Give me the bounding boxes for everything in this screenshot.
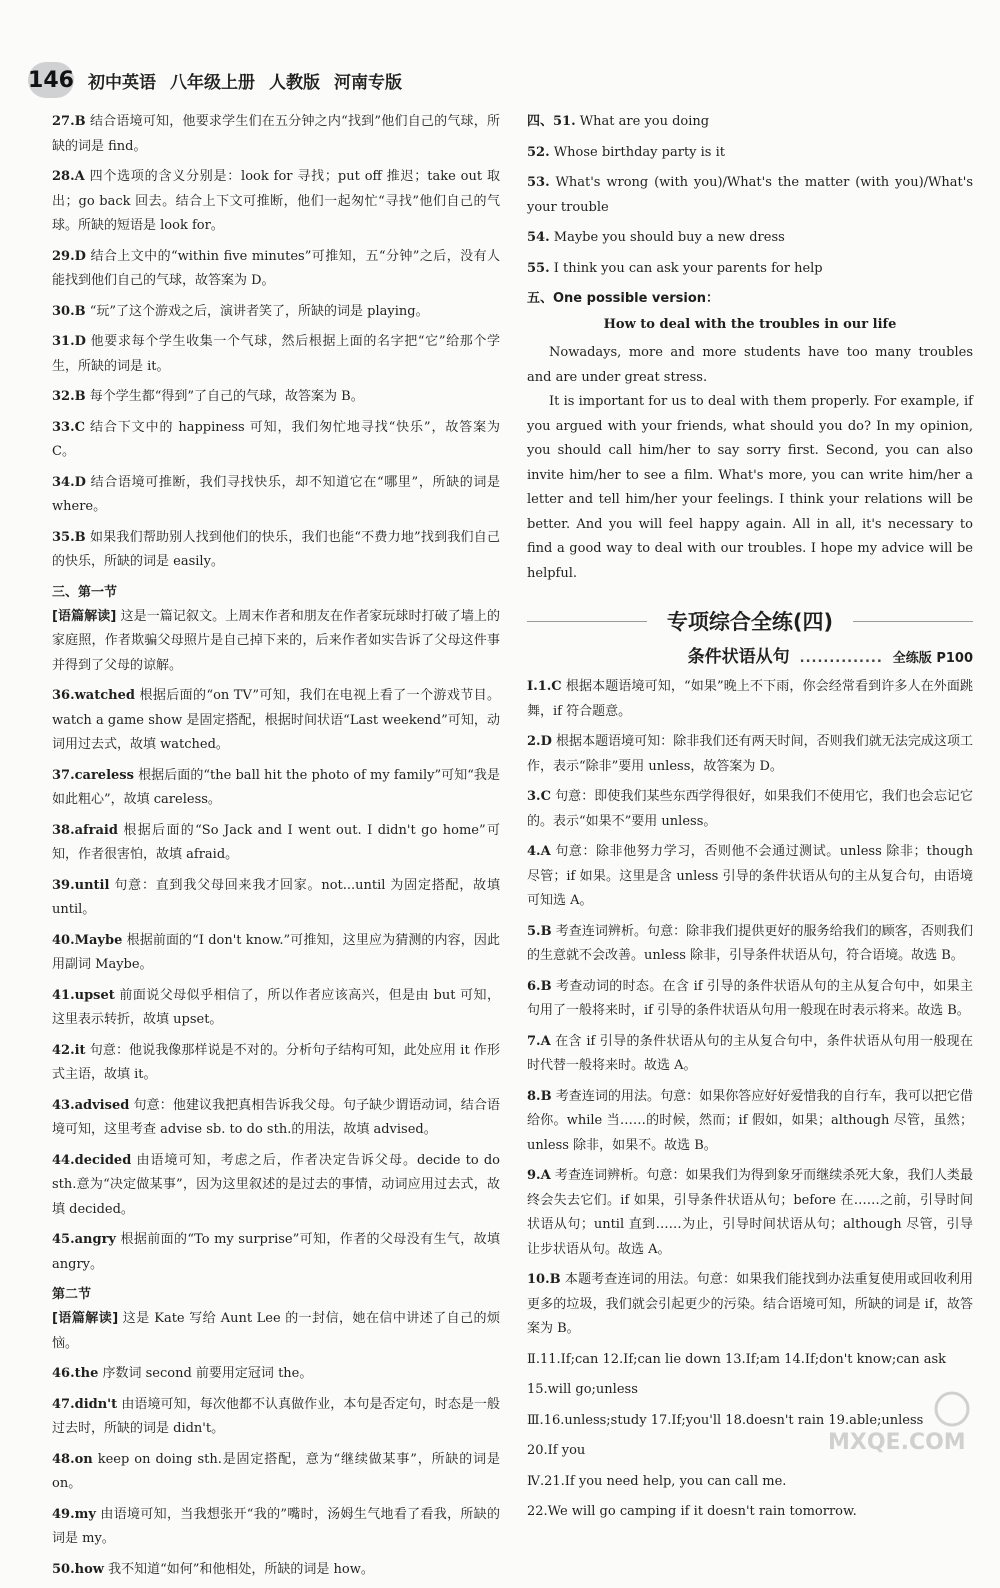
answer-item — [52, 416, 500, 465]
answer-explanation: Whose birthday party is it — [553, 144, 725, 160]
answer-item — [527, 975, 973, 1024]
book-title: 初中英语 — [88, 72, 156, 93]
section-title: 第二节 — [52, 1287, 92, 1302]
answer-number: 36.watched — [52, 688, 135, 703]
answer-explanation: 四个选项的含义分别是：look for 寻找；put off 推迟；take out 取出；go back 回去。结合上下文可推断，他们一起匆忙“寻找”他们自己的气球。所缺的短语是 look for。 — [52, 169, 500, 233]
answer-item — [527, 785, 973, 834]
answer-explanation: 根据本题语境可知：除非我们还有两天时间，否则我们就无法完成这项工作，表示“除非”要用 unless，故答案为 D。 — [527, 734, 973, 774]
answer-item — [527, 141, 973, 166]
section-title: 五、One possible version： — [527, 291, 720, 306]
answer-item — [52, 819, 500, 868]
watermark-logo — [824, 1387, 974, 1457]
answer-number: 2.D — [527, 734, 552, 749]
answer-item — [52, 165, 500, 239]
answer-item — [527, 840, 973, 914]
answer-item — [52, 385, 500, 410]
answer-number: 37.careless — [52, 767, 134, 783]
answer-item — [527, 1085, 973, 1159]
answer-item — [52, 526, 500, 575]
answer-item — [527, 730, 973, 779]
answer-item — [52, 245, 500, 294]
answer-explanation: 序数词 second 前要用定冠词 the。 — [102, 1366, 313, 1381]
answer-number: 38.afraid — [52, 822, 118, 838]
answer-item — [52, 1448, 500, 1497]
answer-explanation: 句意：除非他努力学习，否则他不会通过测试。unless 除非；though 尽管；if 如果。这里是含 unless 引导的条件状语从句的主从复合句，由语境可知选 A。 — [527, 844, 974, 908]
answer-number: 7.A — [527, 1033, 551, 1049]
section-banner: 专项综合全练(四) — [527, 606, 973, 636]
answer-item — [52, 330, 500, 379]
answer-number: 44.decided — [52, 1152, 132, 1168]
analysis-text: 这是 Kate 写给 Aunt Lee 的一封信，她在信中讲述了自己的烦恼。 — [52, 1311, 501, 1351]
answer-explanation: 考查连词辨析。句意：如果我们为得到象牙而继续杀死大象，我们人类最终会失去它们。if 如果，引导条件状语从句；before 在……之前，引导时间状语从句；until 直到……为止，引导时间状语从句；although 尽管，引导让步状语从句。故选 A。 — [527, 1168, 973, 1257]
answer-explanation: 结合语境可知，他要求学生们在五分钟之内“找到”他们自己的气球，所缺的词是 find。 — [52, 114, 500, 154]
answer-explanation: 句意：即使我们某些东西学得很好，如果我们不使用它，我们也会忘记它的。表示“如果不”要用 unless。 — [527, 789, 973, 829]
answer-item — [52, 1362, 500, 1387]
analysis-tag: [语篇解读] — [52, 608, 117, 624]
answer-explanation: What's wrong (with you)/What's the matter (with you)/What's your trouble — [527, 175, 973, 215]
answer-number: Ⅰ.1.C — [527, 679, 562, 694]
topic-name: 条件状语从句 — [687, 647, 790, 667]
answer-number: 34.D — [52, 474, 86, 490]
answer-number: 3.C — [527, 789, 551, 804]
answer-explanation: 前面说父母似乎相信了，所以作者应该高兴，但是由 but 可知，这里表示转折，故填 upset。 — [52, 987, 500, 1027]
section-title: 三、第一节 — [52, 584, 118, 600]
answer-explanation: 由语境可知，每次他都不认真做作业，本句是否定句，时态是一般过去时，所缺的词是 didn't。 — [52, 1396, 500, 1436]
answer-line: 20.If you — [527, 1443, 586, 1458]
answer-number: 54. — [527, 230, 550, 245]
answer-explanation: 结合下文中的 happiness 可知，我们匆忙地寻找“快乐”，故答案为 C。 — [52, 419, 501, 459]
answer-item — [52, 1503, 500, 1552]
essay-title: How to deal with the troubles in our life — [603, 317, 897, 332]
answer-number: 52. — [527, 144, 550, 160]
answer-line: 22.We will go camping if it doesn't rain tomorrow. — [527, 1504, 857, 1519]
answer-item — [52, 984, 500, 1033]
analysis-text: 这是一篇记叙文。上周末作者和朋友在作者家玩球时打破了墙上的家庭照，作者欺骗父母照片是自己掉下来的，后来作者如实告诉了父母这件事并得到了父母的谅解。 — [52, 608, 500, 673]
passage-analysis — [52, 1307, 500, 1356]
answer-explanation: 根据本题语境可知，“如果”晚上不下雨，你会经常看到许多人在外面跳舞，if 符合题意。 — [527, 679, 974, 719]
answer-item — [527, 1164, 973, 1262]
answer-number: 55. — [527, 260, 550, 276]
answer-explanation: 如果我们帮助别人找到他们的快乐，我们也能“不费力地”找到我们自己的快乐，所缺的词是 easily。 — [52, 529, 500, 569]
topic-reference: 全练版 P100 — [892, 651, 973, 666]
watermark-text: MXQE.COM — [828, 1430, 966, 1455]
answer-explanation: 本题考查连词的用法。句意：如果我们能找到办法重复使用或回收利用更多的垃圾，我们就会引起更少的污染。结合语境可知，所缺的词是 if，故答案为 B。 — [527, 1272, 973, 1336]
answer-explanation: Maybe you should buy a new dress — [553, 230, 785, 245]
answer-item — [527, 226, 973, 251]
answer-item — [52, 929, 500, 978]
answer-number: 9.A — [527, 1168, 551, 1183]
answer-item — [52, 1149, 500, 1223]
answer-explanation: 根据前面的“I don't know.”可推知，这里应为猜测的内容，因此用副词 Maybe。 — [52, 932, 500, 972]
page-header — [28, 62, 402, 98]
answer-item — [52, 1393, 500, 1442]
watermark-icon — [824, 1387, 974, 1457]
answer-number: 46.the — [52, 1366, 99, 1381]
answer-explanation: 在含 if 引导的条件状语从句的主从复合句中，条件状语从句用一般现在时代替一般将来时。故选 A。 — [527, 1033, 974, 1073]
topic-heading — [527, 642, 973, 667]
answer-explanation: keep on doing sth.是固定搭配，意为“继续做某事”，所缺的词是 on。 — [52, 1451, 500, 1491]
answer-number: 48.on — [52, 1451, 93, 1467]
answer-number: 32.B — [52, 389, 86, 404]
answer-number: 41.upset — [52, 987, 115, 1003]
answer-explanation: 句意：直到我父母回来我才回家。not...until 为固定搭配，故填 until。 — [52, 877, 500, 917]
answer-explanation: 结合上文中的“within five minutes”可推知，五“分钟”之后，没有人能找到他们自己的气球，故答案为 D。 — [52, 248, 500, 288]
analysis-tag: [语篇解读] — [52, 1311, 119, 1326]
answer-item — [52, 110, 500, 159]
answer-line: Ⅳ.21.If you need help, you can call me. — [527, 1473, 787, 1489]
answer-explanation: 由语境可知，考虑之后，作者决定告诉父母。decide to do sth.意为“决定做某事”，因为这里叙述的是过去的事情，动词应用过去式，故填 decided。 — [52, 1152, 500, 1217]
answer-number: 33.C — [52, 419, 85, 435]
answer-explanation: 句意：他建议我把真相告诉我父母。句子缺少谓语动词，结合语境可知，这里考查 advise sb. to do sth.的用法，故填 advised。 — [52, 1097, 500, 1137]
edition-label: 人教版 — [269, 72, 320, 93]
answer-number: 30.B — [52, 303, 86, 319]
answer-item — [52, 764, 500, 813]
answer-item — [52, 300, 500, 325]
answer-item — [52, 1039, 500, 1088]
answer-explanation: 考查连词辨析。句意：除非我们提供更好的服务给我们的顾客，否则我们的生意就不会改善。unless 除非，引导条件状语从句，符合语境。故选 B。 — [527, 923, 973, 963]
answer-number: 四、51. — [527, 114, 576, 129]
answer-number: 47.didn't — [52, 1396, 118, 1412]
answer-line: Ⅲ.16.unless;study 17.If;you'll 18.doesn't rain 19.able;unless — [527, 1412, 924, 1428]
answer-explanation: 根据前面的“To my surprise”可知，作者的父母没有生气，故填 angry。 — [52, 1232, 500, 1272]
answer-item — [527, 1030, 973, 1079]
answer-explanation: What are you doing — [579, 114, 710, 129]
answer-explanation: 考查动词的时态。在含 if 引导的条件状语从句的主从复合句中，如果主句用了一般将来时，if 引导的条件状语从句用一般现在时表示将来。故选 B。 — [527, 978, 973, 1018]
answer-number: 39.until — [52, 877, 110, 893]
topic-dots: .............. — [799, 651, 883, 666]
passage-analysis — [52, 605, 500, 679]
answer-item — [527, 675, 973, 724]
answer-number: 49.my — [52, 1506, 96, 1522]
answer-number: 29.D — [52, 248, 86, 264]
answer-explanation: 根据后面的“on TV”可知，我们在电视上看了一个游戏节目。watch a game show 是固定搭配，根据时间状语“Last weekend”可知，动词用过去式，故填 watched。 — [52, 688, 500, 752]
region-label: 河南专版 — [334, 72, 402, 93]
answer-number: 53. — [527, 175, 550, 190]
answer-number: 43.advised — [52, 1097, 130, 1113]
answer-explanation: 根据后面的“So Jack and I went out. I didn't go home”可知，作者很害怕，故填 afraid。 — [52, 822, 500, 862]
answer-number: 4.A — [527, 844, 551, 859]
answer-item — [52, 684, 500, 758]
answer-item — [52, 471, 500, 520]
grade-label: 八年级上册 — [170, 72, 255, 93]
answer-item — [527, 920, 973, 969]
answer-number: 45.angry — [52, 1232, 116, 1247]
answer-item — [52, 874, 500, 923]
answer-number: 5.B — [527, 923, 552, 939]
answer-item — [527, 257, 973, 282]
answer-explanation: I think you can ask your parents for help — [553, 260, 823, 276]
answer-item — [527, 110, 973, 135]
answer-explanation: 句意：他说我像那样说是不对的。分析句子结构可知，此处应用 it 作形式主语，故填 it。 — [52, 1042, 500, 1082]
answer-number: 42.it — [52, 1042, 86, 1058]
answer-number: 31.D — [52, 334, 86, 349]
answer-explanation: 考查连词的用法。句意：如果你答应好好爱惜我的自行车，我可以把它借给你。while 当……的时候，然而；if 假如，如果；although 尽管，虽然；unless 除非，如果不。故选 B。 — [527, 1088, 973, 1153]
answer-line: Ⅱ.11.If;can 12.If;can lie down 13.If;am 14.If;don't know;can ask — [527, 1351, 947, 1367]
answer-line: 15.will go;unless — [527, 1382, 638, 1397]
answer-explanation: 根据后面的“the ball hit the photo of my family”可知“我是如此粗心”，故填 careless。 — [52, 767, 500, 807]
answer-explanation: 由语境可知，当我想张开“我的”嘴时，汤姆生气地看了看我，所缺的词是 my。 — [52, 1506, 500, 1546]
answer-item — [52, 1228, 500, 1277]
answer-number: 6.B — [527, 978, 552, 994]
answer-explanation: 每个学生都“得到”了自己的气球，故答案为 B。 — [89, 389, 364, 404]
answer-number: 28.A — [52, 169, 85, 184]
answer-number: 27.B — [52, 114, 86, 129]
answer-explanation: 我不知道“如何”和他相处，所缺的词是 how。 — [108, 1561, 374, 1577]
answer-number: 50.how — [52, 1561, 104, 1577]
answer-item — [52, 1558, 500, 1583]
answer-explanation: “玩”了这个游戏之后，演讲者笑了，所缺的词是 playing。 — [89, 303, 429, 319]
answer-explanation: 结合语境可推断，我们寻找快乐，却不知道它在“哪里”，所缺的词是 where。 — [52, 474, 501, 514]
page-number: 146 — [28, 62, 74, 98]
answer-item — [527, 171, 973, 220]
answer-item — [52, 1094, 500, 1143]
answer-explanation: 他要求每个学生收集一个气球，然后根据上面的名字把“它”给那个学生，所缺的词是 it。 — [52, 334, 501, 374]
answer-item — [527, 1268, 973, 1342]
essay-paragraph: It is important for us to deal with them properly. For example, if you argued with your friends, what should you do? In my opinion, you should call him/her to say sorry first. Second, you can also invite him/her to see a film. What's more, you can write him/her a letter and tell him/her your feelings. I think your relations will be better. And you will feel happy again. All in all, it's necessary to find a good way to deal with our troubles. I hope my advice will be helpful. — [527, 394, 973, 581]
right-column — [527, 110, 973, 1531]
essay-paragraph: Nowadays, more and more students have too many troubles and are under great stress. — [527, 345, 973, 385]
left-column — [52, 110, 500, 1588]
answer-number: 40.Maybe — [52, 932, 123, 948]
answer-number: 35.B — [52, 529, 86, 545]
answer-number: 10.B — [527, 1272, 561, 1287]
answer-number: 8.B — [527, 1088, 552, 1104]
